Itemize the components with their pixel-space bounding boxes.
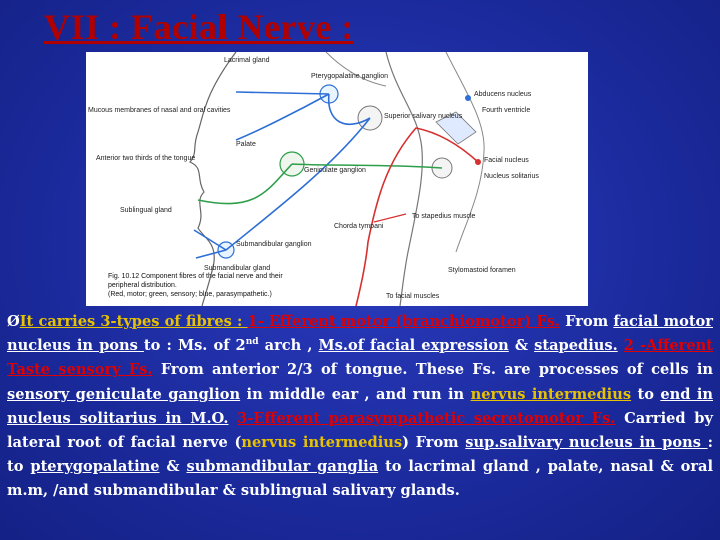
text-span: & <box>508 337 535 355</box>
label-fourth-ventricle: Fourth ventricle <box>482 107 531 114</box>
label-mucous-membranes: Mucous membranes of nasal and oral cavities <box>88 107 231 114</box>
text-stapedius: stapedius. <box>534 337 618 355</box>
label-submandibular-gland: Submandibular gland <box>204 265 271 272</box>
figure-caption-line-2: peripheral distribution. <box>108 282 177 289</box>
label-nucleus-solitarius: Nucleus solitarius <box>484 173 539 180</box>
text-afferent-taste: 2 -Afferent Taste sensory Fs. <box>7 337 713 379</box>
text-efferent-motor: 1- Efferent motor (branchiomotor) Fs. <box>247 313 561 330</box>
figure-caption-line-1: Fig. 10.12 Component fibres of the facial nerve and their <box>108 273 283 280</box>
bullet-arrow: Ø <box>7 313 20 330</box>
label-abducens: Abducens nucleus <box>474 91 532 98</box>
label-palate: Palate <box>236 141 256 148</box>
text-span: in middle ear , and run in <box>240 385 471 403</box>
text-facial-motor-nucleus: facial motor nucleus in pons <box>7 313 713 355</box>
label-facial-muscles: To facial muscles <box>386 293 440 300</box>
text-span: to : Ms. of 2 <box>143 337 246 355</box>
text-efferent-parasympathetic: 3-Efferent parasympathetic secretomotor Fs. <box>237 409 616 427</box>
text-span: From anterior 2/3 of tongue. These Fs. are processes of cells in <box>152 361 713 379</box>
text-superscript: nd <box>245 337 259 348</box>
slide-title: VII : Facial Nerve : <box>44 7 354 47</box>
text-span: arch , <box>258 337 319 355</box>
text-pterygopalatine: pterygopalatine <box>30 458 160 476</box>
text-nervus-intermedius-2: nervus intermedius <box>241 434 403 452</box>
text-span <box>228 410 237 427</box>
text-nucleus-solitarius: end in nucleus solitarius in M.O. <box>7 385 714 427</box>
label-stylomastoid: Stylomastoid foramen <box>448 267 516 274</box>
text-span: Carried by lateral root of facial nerve ( <box>7 409 713 452</box>
label-submandibular-ganglion: Submandibular ganglion <box>236 241 312 248</box>
text-facial-expression: Ms.of facial expression <box>318 337 509 355</box>
text-submandibular-ganglia: submandibular ganglia <box>186 458 379 476</box>
label-chorda-tympani: Chorda tympani <box>334 223 384 230</box>
stapedius-branch <box>374 214 406 222</box>
text-geniculate-ganglion: sensory geniculate ganglion <box>7 385 241 403</box>
text-span: to lacrimal gland , palate, nasal & oral m.m, /and submandibular & sublingual salivary glands. <box>7 458 714 500</box>
skull-curve <box>326 52 386 86</box>
slide-body-paragraph <box>7 310 713 504</box>
label-pterygopalatine: Pterygopalatine ganglion <box>311 73 389 80</box>
label-anterior-tongue: Anterior two thirds of the tongue <box>96 155 196 162</box>
diagram-svg <box>86 52 588 306</box>
text-span: From <box>560 313 614 330</box>
text-nervus-intermedius-1: nervus intermedius <box>470 385 632 403</box>
text-span: ) From <box>402 434 466 452</box>
text-intro: It carries 3-types of fibres : <box>19 313 248 330</box>
facial-nerve-diagram <box>86 52 588 306</box>
label-sublingual-gland: Sublingual gland <box>120 207 172 214</box>
facial-nucleus-dot <box>475 159 481 165</box>
label-geniculate: Geniculate ganglion <box>304 167 366 174</box>
figure-caption-line-3: (Red, motor; green, sensory; blue, parasympathetic.) <box>108 291 272 298</box>
text-span: : to <box>7 434 713 476</box>
brainstem-outline <box>386 52 422 306</box>
text-span: to <box>631 385 661 403</box>
abducens-nucleus-dot <box>465 95 471 101</box>
label-lacrimal-gland: Lacrimal gland <box>224 57 270 64</box>
label-facial-nucleus: Facial nucleus <box>484 157 529 164</box>
label-superior-salivary: Superior salivary nucleus <box>384 113 463 120</box>
label-stapedius: To stapedius muscle <box>412 213 476 220</box>
text-sup-salivary-nucleus: sup.salivary nucleus in pons <box>465 434 708 452</box>
text-span: & <box>159 458 187 476</box>
